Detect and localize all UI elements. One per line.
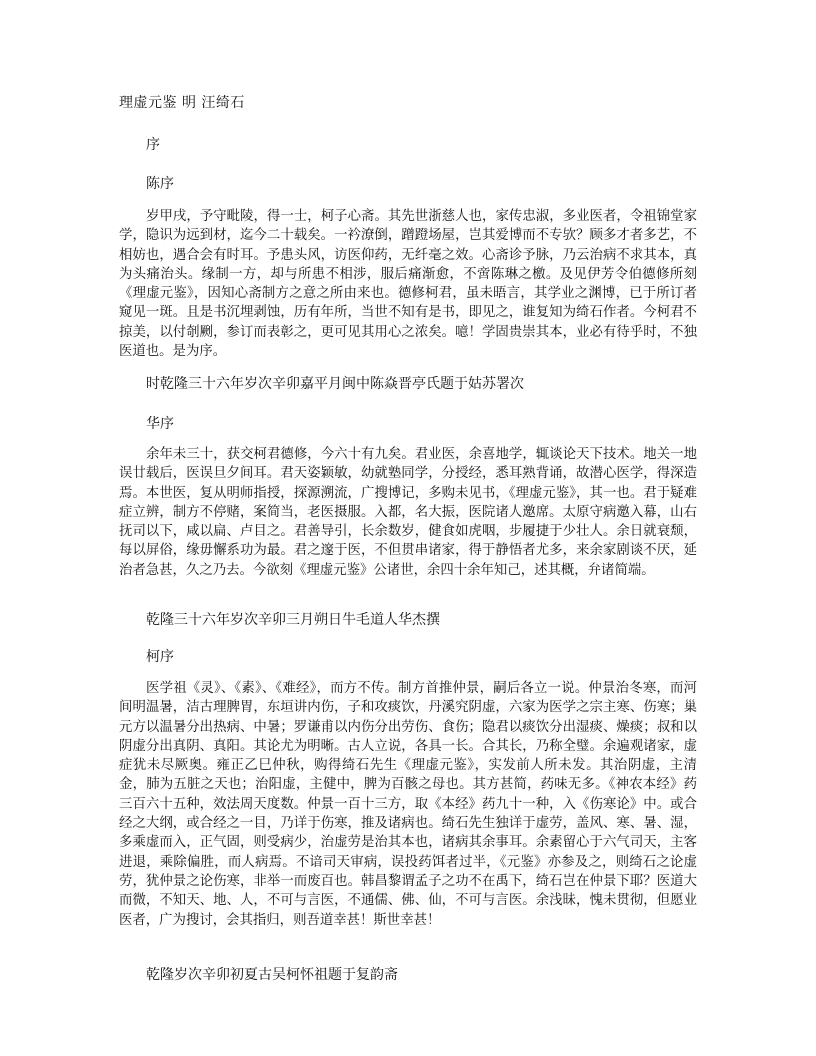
preface-label: 序 (146, 137, 160, 153)
chen-preface-heading: 陈序 (146, 176, 174, 192)
hua-preface-dateline: 乾隆三十六年岁次辛卯三月朔日牛毛道人华杰撰 (146, 612, 440, 628)
ke-preface-dateline: 乾隆岁次辛卯初夏古吴柯怀祖题于复韵斋 (146, 967, 398, 983)
chen-preface-body: 岁甲戌，予守毗陵，得一士，柯子心斋。其先世浙慈人也，家传忠淑，多业医者，令祖锦堂家学，隐识为远到材，迄今二十载矣。一衿潦倒，蹭蹬场屋，岂其爱博而不专欤？顾多才者多艺，不相妨也，遇合会有时耳。予患头风，访医仰药，无纤毫之效。心斋诊予脉，乃云治病不求其本，真为头痛治头。缘制一方，却与所患不相涉，服后痛渐愈，不啻陈琳之檄。及见伊芳令伯德修所刻《理虚元鉴》，因知心斋制方之意之所由来也。德修柯君，虽未晤言，其学业之渊博，已于所订者窥见一斑。且是书沉埋剥蚀，历有年所，当世不知有是书，即见之，谁复知为绮石作者。今柯君不掠美，以付剞劂，参订而表彰之，更可见其用心之浓矣。噫！学固贵崇其本，业必有待乎时，不独医道也。是为序。 (119, 209, 697, 360)
ke-preface-body: 医学祖《灵》、《素》、《难经》，而方不传。制方首推仲景，嗣后各立一说。仲景治冬寒，而河间明温暑，洁古理脾胃，东垣讲内伤，子和攻痰饮，丹溪究阴虚，六家为医学之宗主寒、伤寒；巢元方以温暑分出热病、中暑；罗谦甫以内伤分出劳伤、食伤；隐君以痰饮分出湿痰、燥痰；叔和以阴虚分出真阴、真阳。其论尤为明晰。古人立说，各具一长。合其长，乃称全璧。余遍观诸家，虚症犹未尽厥奥。雍正乙巳仲秋，购得绮石先生《理虚元鉴》，实发前人所未发。其治阴虚，主清金，肺为五脏之天也；治阳虚，主健中，脾为百骸之母也。其方甚简，药味无多。《神农本经》药三百六十五种，效法周天度数。仲景一百十三方，取《本经》药九十一种，入《伤寒论》中。或合经之大纲，或合经之一目，乃详于伤寒，推及诸病也。绮石先生独详于虚劳，盖风、寒、暑、湿，多乘虚而入，正气固，则受病少，治虚劳是治其本也，诸病其余事耳。余素留心于六气司天，主客进退，乘除偏胜，而人病焉。不谙司天审病，误投药饵者过半，《元鉴》亦参及之，则绮石之论虚劳，犹仲景之论伤寒，非举一而废百也。韩昌黎谓孟子之功不在禹下，绮石岂在仲景下耶？医道大而微，不知天、地、人，不可与言医，不通儒、佛、仙，不可与言医。余浅昧，愧未贯彻，但愿业医者，广为搜讨，会其指归，则吾道幸甚！斯世幸甚！ (119, 681, 697, 928)
hua-preface-body: 余年未三十，获交柯君德修，今六十有九矣。君业医，余喜地学，辄谈论天下技术。地关一地误廿载后，医误旦夕间耳。君天姿颖敏，幼就塾同学，分授经，悉耳熟背诵，故潜心医学，得深造焉。本世医，复从明师指授，探源溯流，广搜博记，多购未见书，《理虚元鉴》，其一也。君于疑难症立辨，制方不停赌，案简当，老医摄服。入都，名大振，医院诸人邀席。太原守病邀入幕，山右抚司以下，咸以扁、卢目之。君善导引，长余数岁，健食如虎咽，步履捷于少壮人。余日就衰颓，每以屏俗，缘毋懈系功为最。君之邃于医，不但贯串诸家，得于静悟者尤多，来余家剧谈不厌，延治者急甚，久之乃去。今欲刻《理虚元鉴》公诸世，余四十余年知己，述其概，弁诸简端。 (119, 447, 697, 578)
document-title: 理虚元鉴 明 汪绮石 (119, 95, 245, 111)
hua-preface-heading: 华序 (146, 416, 174, 432)
chen-preface-dateline: 时乾隆三十六年岁次辛卯嘉平月闽中陈焱晋亭氏题于姑苏署次 (146, 376, 524, 392)
ke-preface-heading: 柯序 (146, 649, 174, 665)
